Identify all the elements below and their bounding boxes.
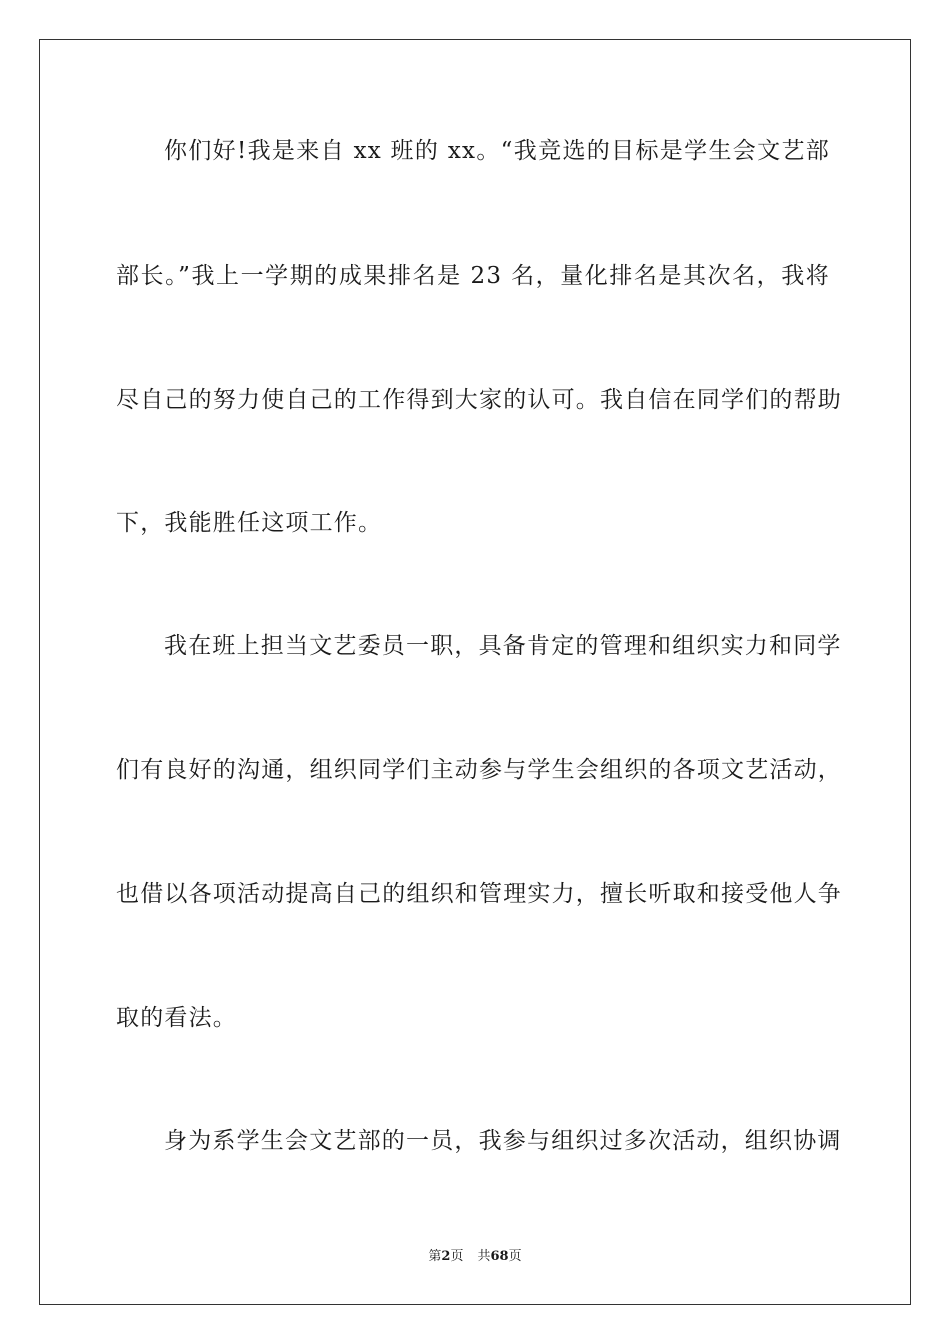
paragraph-2-line-3: 也借以各项活动提高自己的组织和管理实力，擅长听取和接受他人争 <box>116 881 842 907</box>
paragraph-1-line-1: 你们好!我是来自 xx 班的 xx。“我竞选的目标是学生会文艺部 <box>164 138 830 164</box>
paragraph-2-line-4: 取的看法。 <box>116 1005 237 1031</box>
total-suffix: 页 <box>508 1249 522 1264</box>
page-suffix: 页 <box>450 1249 464 1264</box>
paragraph-2-line-1: 我在班上担当文艺委员一职，具备肯定的管理和组织实力和同学 <box>164 633 842 659</box>
total-prefix: 共 <box>477 1249 491 1264</box>
page-footer <box>0 1248 950 1266</box>
paragraph-1-line-4: 下，我能胜任这项工作。 <box>116 510 383 536</box>
page-prefix: 第 <box>428 1249 442 1264</box>
paragraph-3-line-1: 身为系学生会文艺部的一员，我参与组织过多次活动，组织协调 <box>164 1128 842 1154</box>
total-pages: 68 <box>490 1249 509 1264</box>
paragraph-1-line-2: 部长。”我上一学期的成果排名是 23 名，量化排名是其次名，我将 <box>116 263 830 289</box>
page-border <box>39 39 911 1305</box>
paragraph-2-line-2: 们有良好的沟通，组织同学们主动参与学生会组织的各项文艺活动， <box>116 757 842 783</box>
page-number: 2 <box>441 1249 451 1264</box>
paragraph-1-line-3: 尽自己的努力使自己的工作得到大家的认可。我自信在同学们的帮助 <box>116 387 842 413</box>
